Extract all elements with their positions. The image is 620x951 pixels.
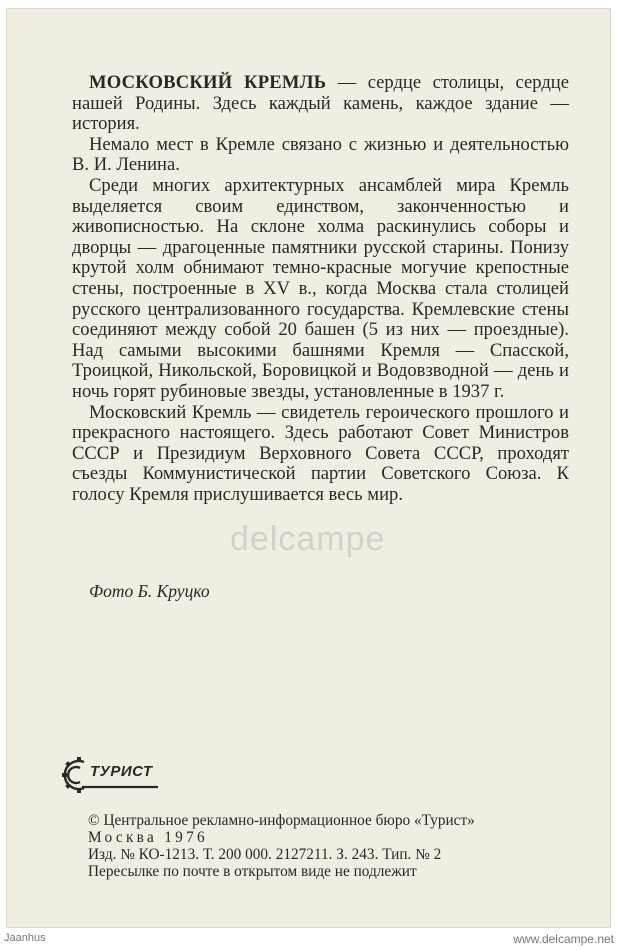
article-body — [72, 73, 569, 505]
paragraph-intro — [72, 73, 569, 135]
paragraph-architecture: Среди многих архитектурных ансамблей мира Кремль выделяется своим единством, законченностью и живописностью. На склоне холма раскинулись соборы и дворцы — драгоценные памятники русской старины. Понизу крутой холм обнимают темно-красные могучие крепостные стены, построенные в XV в., когда Москва стала столицей русского централизованного государства. Кремлевские стены соединяют между собой 20 башен (5 из них — проездные). Над самыми высокими башнями Кремля — Спасской, Троицкой, Никольской, Боровицкой и Водовзводной — день и ночь горят рубиновые звезды, установленные в 1937 г. — [72, 174, 569, 402]
imprint-postal-note: Пересылке по почте в открытом виде не подлежит — [88, 863, 417, 880]
paragraph-intro-text: — сердце столицы, сердце нашей Родины. Здесь каждый камень, каждое здание — история. — [72, 72, 570, 135]
photo-credit: Фото Б. Круцко — [89, 581, 210, 601]
paragraph-present: Московский Кремль — свидетель героического прошлого и прекрасного настоящего. Здесь работают Совет Министров СССР и Президиум Верховного Совета СССР, проходят съезды Коммунистической партии Советского Союза. К голосу Кремля прислушивается весь мир. — [72, 401, 569, 505]
seller-name: Jaanhus — [4, 932, 46, 944]
imprint-publisher: © Центральное рекламно-информационное бюро «Турист» — [88, 812, 475, 829]
imprint — [88, 812, 558, 880]
imprint-city-year: Москва 1976 — [88, 829, 208, 846]
logo-wordmark: ТУРИСТ — [90, 763, 153, 780]
site-link[interactable]: www.delcampe.net — [513, 932, 614, 946]
imprint-print-details: Изд. № КО-1213. Т. 200 000. 2127211. З. 243. Тип. № 2 — [88, 846, 442, 863]
article-title: МОСКОВСКИЙ КРЕМЛЬ — [89, 72, 327, 93]
watermark: delcampe — [230, 520, 386, 558]
paragraph-lenin: Немало мест в Кремле связано с жизнью и деятельностью В. И. Ленина. — [72, 133, 569, 176]
